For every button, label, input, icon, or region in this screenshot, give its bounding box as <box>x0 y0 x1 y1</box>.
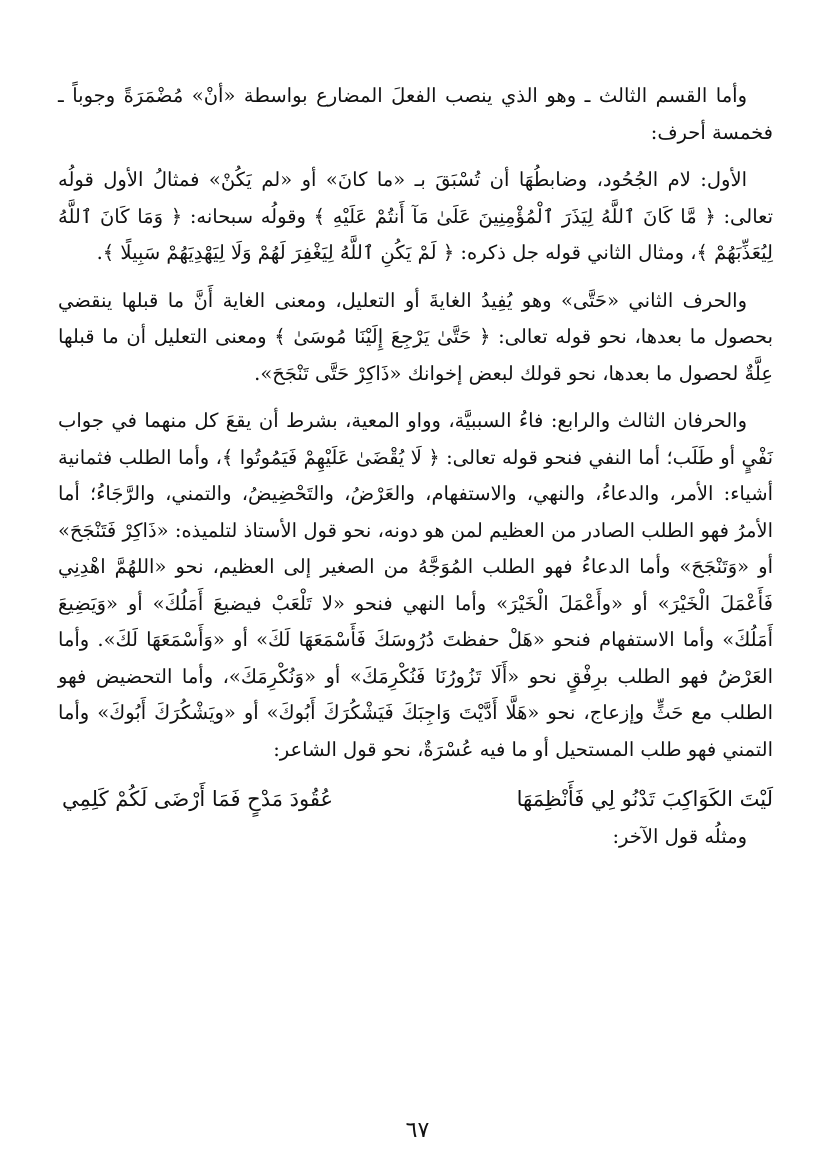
body-text <box>58 78 773 856</box>
paragraph-after-verse: ومثلُه قول الآخر: <box>612 825 747 848</box>
verse-right-hemistich: لَيْتَ الكَوَاكِبَ تَدْنُو لِي فَأَنْظِمَهَا <box>516 787 773 811</box>
verse-left-hemistich: عُقُودَ مَدْحٍ فَمَا أَرْضَى لَكُمْ كَلِمِي <box>62 787 334 811</box>
page-number: ٦٧ <box>405 1118 430 1143</box>
poetry-verse <box>58 779 773 819</box>
paragraph-hatta: والحرف الثاني «حَتَّى» وهو يُفِيدُ الغايةَ أو التعليل، ومعنى الغاية أَنَّ ما قبلها ينقضي بحصول ما بعدها، نحو قوله تعالى: ﴿ حَتَّىٰ يَرْجِعَ إِلَيْنَا مُوسَىٰ ﴾ ومعنى التعليل أن ما قبلها عِلَّةٌ لحصول ما بعدها، نحو قولك لبعض إخوانك «ذَاكِرْ حَتَّى تَنْجَحَ». <box>58 288 773 385</box>
paragraph-third-section-intro: وأما القسم الثالث ـ وهو الذي ينصب الفعلَ المضارع بواسطة «أنْ» مُضْمَرَةً وجوباً ـ فخمسة أحرف: <box>58 84 773 144</box>
paragraph-lam-al-juhud: الأول: لام الجُحُود، وضابطُهَا أن تُسْبَقَ بـ «ما كانَ» أو «لم يَكُنْ» فمثالُ الأول قولُه تعالى: ﴿ مَّا كَانَ ٱللَّهُ لِيَذَرَ ٱلْمُؤْمِنِينَ عَلَىٰ مَآ أَنتُمْ عَلَيْهِ ﴾ وقولُه سبحانه: ﴿ وَمَا كَانَ ٱللَّهُ لِيُعَذِّبَهُمْ ﴾، ومثال الثاني قوله جل ذكره: ﴿ لَمْ يَكُنِ ٱللَّهُ لِيَغْفِرَ لَهُمْ وَلَا لِيَهْدِيَهُمْ سَبِيلًا ﴾. <box>58 168 773 264</box>
paragraph-fa-and-waw: والحرفان الثالث والرابع: فاءُ السببيَّة، وواو المعية، بشرط أن يقعَ كل منهما في جواب نَفْيٍ أو طَلَب؛ أما النفي فنحو قوله تعالى: ﴿ لَا يُقْضَىٰ عَلَيْهِمْ فَيَمُوتُوا ﴾، وأما الطلب فثمانية أشياء: الأمر، والدعاءُ، والنهي، والاستفهام، والعَرْضُ، والتَحْضِيضُ، والتمني، والرَّجَاءُ؛ أما الأمرُ فهو الطلب الصادر من العظيم لمن هو دونه، نحو قول الأستاذ لتلميذه: «ذَاكِرْ فَتَنْجَحَ» أو «وَتَنْجَحَ» وأما الدعاءُ فهو الطلب المُوَجَّهُ من الصغير إلى العظيم، نحو «اللهُمَّ اهْدِنِي فَأَعْمَلَ الْخَيْرَ» أو «وأَعْمَلَ الْخَيْرَ» وأما النهي فنحو «لا تَلْعَبْ فيضيعَ أَمَلُكَ» أو «وَيَضِيعَ أَمَلُكَ» وأما الاستفهام فنحو «هَلْ حفظتَ دُرُوسَكَ فَأَسْمَعَهَا لَكَ» أو «وَأَسْمَعَهَا لَكَ». وأما العَرْضُ فهو الطلب برِفْقٍ نحو «أَلَا تَزُورُنَا فَنُكْرِمَكَ» أو «وَنُكْرِمَكَ»، وأما التحضيض فهو الطلب مع حَثٍّ وإزعاج، نحو «هَلَّا أَدَّيْتَ وَاجِبَكَ فَيَشْكُرَكَ أَبُوكَ» أو «ويَشْكُرَكَ أَبُوكَ» وأما التمني فهو طلب المستحيل أو ما فيه عُسْرَةٌ، نحو قول الشاعر: <box>58 409 773 761</box>
